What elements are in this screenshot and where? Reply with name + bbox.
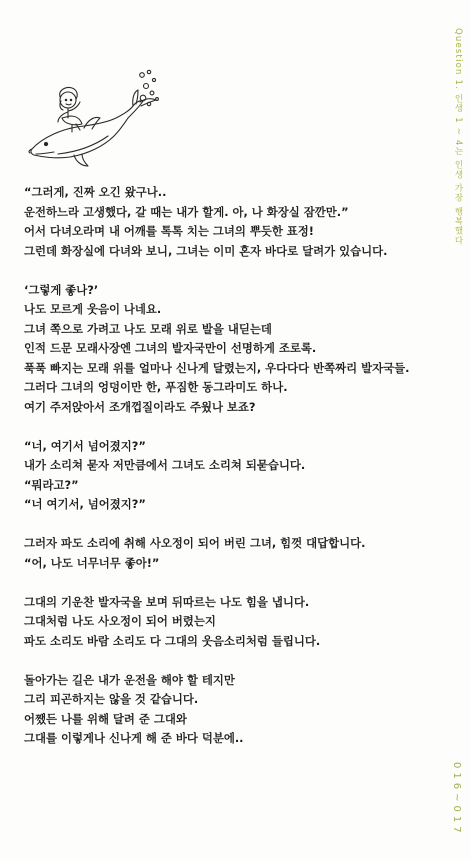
text-line: 내가 소리쳐 묻자 저만큼에서 그녀도 소리쳐 되묻습니다. [24,458,306,472]
text-line: 어서 다녀오라며 내 어깨를 톡톡 치는 그녀의 뿌듯한 표정! [24,224,314,238]
paragraph-5 [24,593,429,652]
paragraph-gap [24,515,429,535]
text-line: “너, 여기서 넘어졌지?” [24,438,146,453]
text-line: 그러자 파도 소리에 취해 사오정이 되어 버린 그녀, 힘껏 대답합니다. [24,536,366,550]
paragraph-gap [24,417,429,437]
paragraph-gap [24,261,429,281]
text-line: 그대처럼 나도 사오정이 되어 버렸는지 [24,614,216,628]
page-number: 016~017 [451,762,462,837]
text-line: 그대를 이렇게나 신나게 해 준 바다 덕분에.. [24,731,244,745]
body-text [24,183,429,749]
text-line: 푹푹 빠지는 모래 위를 얼마나 신나게 달렸는지, 우다다다 반쪽짜리 발자국들. [24,360,410,375]
text-line: 인적 드문 모래사장엔 그녀의 발자국만이 선명하게 조로록. [24,341,317,355]
text-line: “너 여기서, 넘어졌지?” [24,497,146,511]
text-line: 운전하느라 고생했다, 갈 때는 내가 할게. 아, 나 화장실 잠깐만.” [24,204,349,219]
text-line: 여기 주저앉아서 조개껍질이라도 주웠나 보죠? [24,399,256,414]
text-line: “뭐라고?” [24,477,79,492]
text-line: ‘그렇게 좋나?’ [24,282,99,297]
paragraph-gap [24,573,429,593]
text-line: 돌아가는 길은 내가 운전을 해야 할 테지만 [24,672,235,687]
paragraph-1 [24,183,429,261]
text-line: 그런데 화장실에 다녀와 보니, 그녀는 이미 혼자 바다로 달려가 있습니다. [24,243,388,258]
text-line: 그러다 그녀의 엉덩이만 한, 푸짐한 동그라미도 하나. [24,380,288,394]
text-line: “그러게, 진짜 오긴 왔구나.. [24,185,167,199]
paragraph-4 [24,534,429,573]
paragraph-3 [24,437,429,515]
text-line: 파도 소리도 바람 소리도 다 그대의 웃음소리처럼 들립니다. [24,633,321,648]
paragraph-gap [24,651,429,671]
chapter-side-label: Question 1. 인생 1 ~ 4는 인생 가장 행복했다 [453,28,463,246]
text-line: 그녀 쪽으로 가려고 나도 모래 위로 발을 내딛는데 [24,321,272,336]
text-line: 어쨌든 나를 위해 달려 준 그대와 [24,711,187,726]
text-line: “어, 나도 너무너무 좋아!” [24,555,160,570]
paragraph-6 [24,671,429,749]
text-line: 그리 피곤하지는 않을 것 같습니다. [24,692,199,706]
text-line: 그대의 기운찬 발자국을 보며 뒤따르는 나도 힘을 냅니다. [24,594,310,609]
text-line: 나도 모르게 웃음이 나네요. [24,302,162,316]
girl-on-dolphin-illustration [28,66,178,181]
paragraph-2 [24,281,429,418]
